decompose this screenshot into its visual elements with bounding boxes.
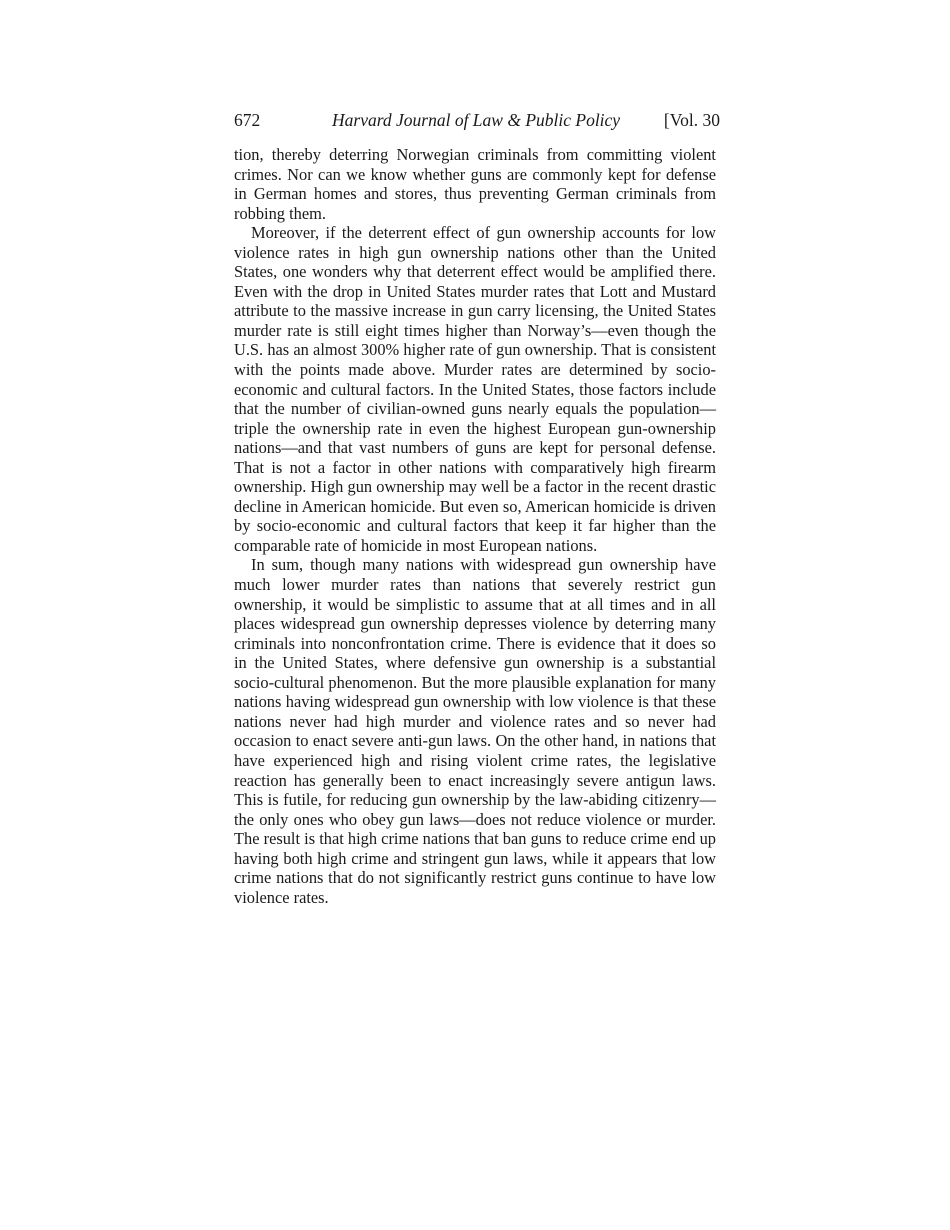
paragraph-deterrent-effect: Moreover, if the deterrent effect of gun ownership accounts for low violence rates in high gun ownership nations other than the United States, one wonders why that deterrent effect would be amplified there. Even with the drop in United States murder rates that Lott and Mustard attribute to the massive increase in gun carry licensing, the United States murder rate is still eight times higher than Norway’s—even though the U.S. has an almost 300% higher rate of gun ownership. That is consistent with the points made above. Murder rates are determined by socio-economic and cultural factors. In the United States, those factors include that the number of civilian-owned guns nearly equals the population—triple the ownership rate in even the highest European gun-ownership nations—and that vast numbers of guns are kept for personal defense. That is not a factor in other nations with comparatively high firearm ownership. High gun ownership may well be a factor in the recent drastic decline in American homicide. But even so, American homicide is driven by socio-economic and cultural factors that keep it far higher than the comparable rate of homicide in most European nations. [234,223,716,555]
paragraph-continued: tion, thereby deterring Norwegian criminals from committing violent crimes. Nor can we know whether guns are commonly kept for defense in German homes and stores, thus preventing German criminals from robbing them. [234,145,716,223]
page-number: 672 [234,110,261,130]
running-header [234,108,720,132]
journal-title: Harvard Journal of Law & Public Policy [332,110,621,130]
volume-label: [Vol. 30 [663,110,720,130]
journal-page [234,108,720,907]
paragraph-in-sum: In sum, though many nations with widespread gun ownership have much lower murder rates than nations that severely restrict gun ownership, it would be simplistic to assume that at all times and in all places widespread gun ownership depresses violence by deterring many criminals into nonconfrontation crime. There is evidence that it does so in the United States, where defensive gun ownership is a substantial socio-cultural phenomenon. But the more plausible explanation for many nations having widespread gun ownership with low violence is that these nations never had high murder and violence rates and so never had occasion to enact severe anti-gun laws. On the other hand, in nations that have experienced high and rising violent crime rates, the legislative reaction has generally been to enact increasingly severe antigun laws. This is futile, for reducing gun ownership by the law-abiding citizenry—the only ones who obey gun laws—does not reduce violence or murder. The result is that high crime nations that ban guns to reduce crime end up having both high crime and stringent gun laws, while it appears that low crime nations that do not significantly restrict guns continue to have low violence rates. [234,555,716,907]
body-text [234,145,716,907]
